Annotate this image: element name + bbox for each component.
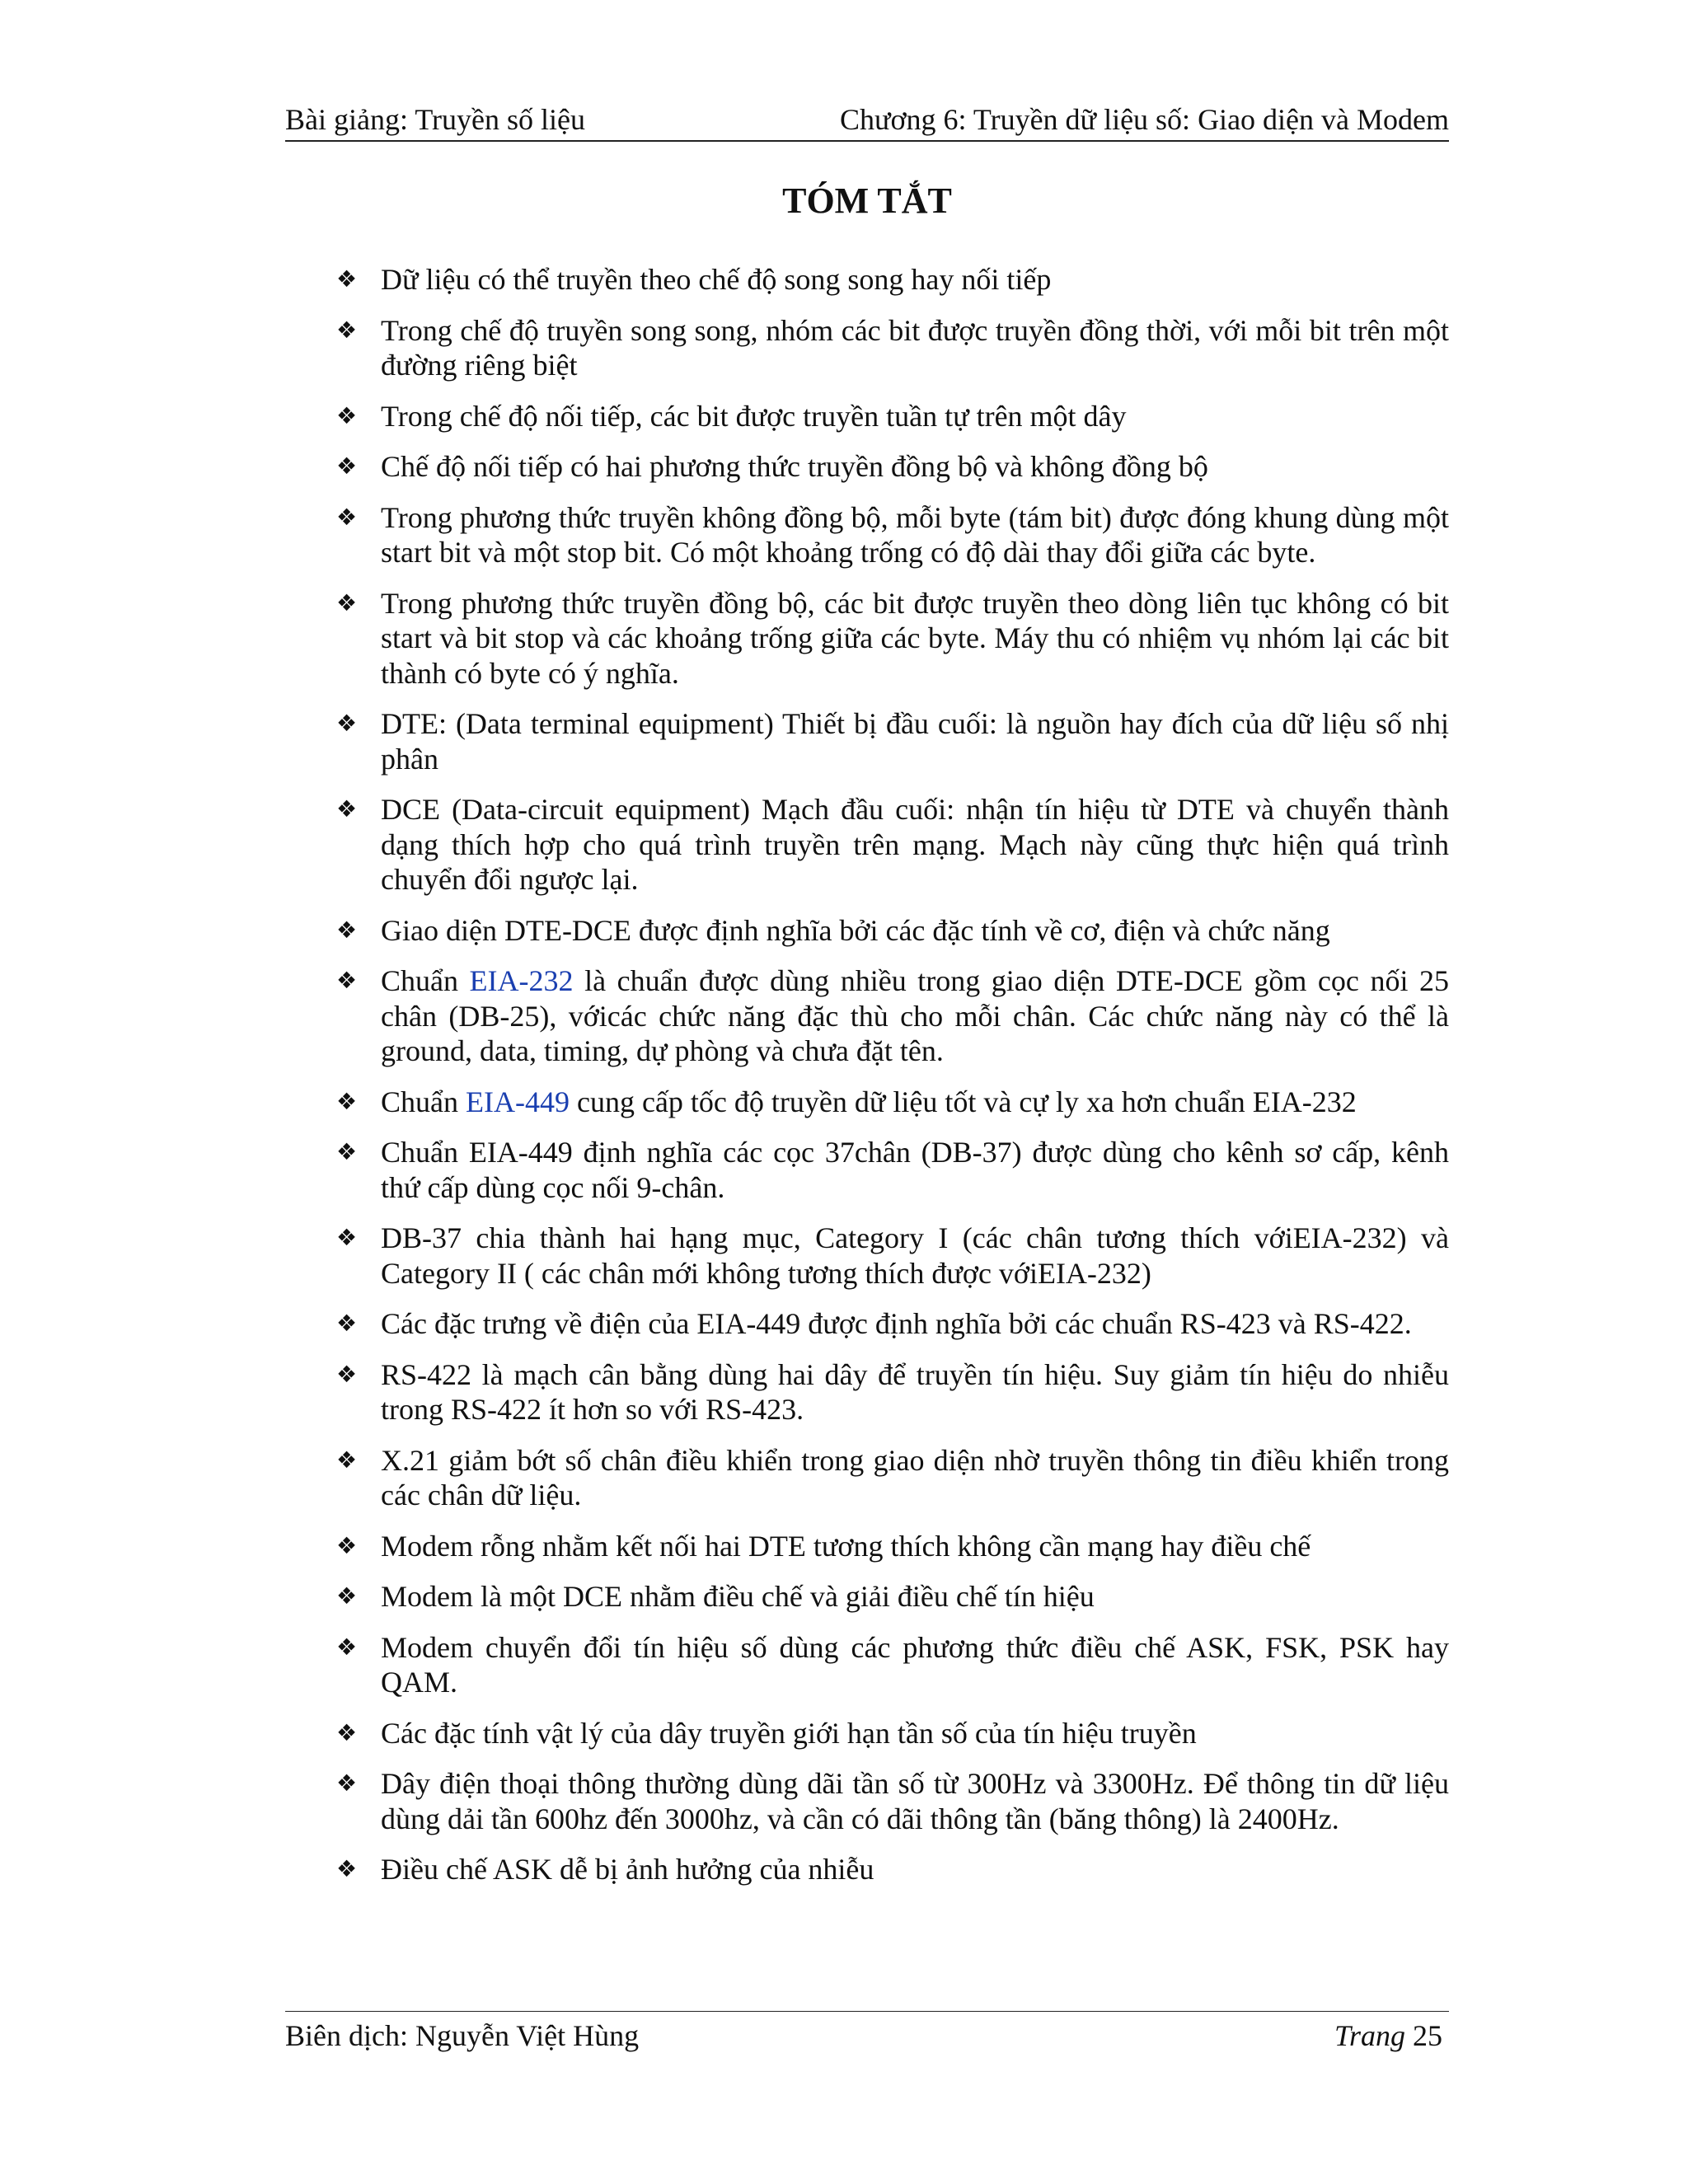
standard-link[interactable]: EIA-449: [466, 1085, 570, 1118]
summary-text: Trong phương thức truyền đồng bộ, các bit được truyền theo dòng liên tục không có bit start và bit stop và các khoảng trống giữa các byte. Máy thu có nhiệm vụ nhóm lại các bit thành có byte có ý nghĩa.: [381, 586, 1449, 690]
summary-text: Modem rỗng nhằm kết nối hai DTE tương thích không cần mạng hay điều chế: [381, 1529, 1311, 1563]
standard-link[interactable]: EIA-232: [469, 964, 574, 997]
diamond-bullet-icon: ❖: [336, 1224, 358, 1251]
summary-item: [285, 1357, 1449, 1427]
summary-item: [285, 399, 1449, 434]
summary-item: [285, 1221, 1449, 1291]
summary-text: Các đặc trưng về điện của EIA-449 được định nghĩa bởi các chuẩn RS-423 và RS-422.: [381, 1307, 1412, 1340]
summary-item: [285, 1529, 1449, 1564]
diamond-bullet-icon: ❖: [336, 1446, 358, 1474]
summary-text: Dây điện thoại thông thường dùng dãi tần số từ 300Hz và 3300Hz. Để thông tin dữ liệu dùng dải tần 600hz đến 3000hz, và cần có dãi thông tần (băng thông) là 2400Hz.: [381, 1767, 1449, 1835]
summary-item: [285, 313, 1449, 383]
footer-translator: Biên dịch: Nguyễn Việt Hùng: [285, 2019, 640, 2052]
diamond-bullet-icon: ❖: [336, 401, 358, 429]
page-label: Trang: [1334, 2019, 1405, 2052]
summary-text: Trong phương thức truyền không đồng bộ, mỗi byte (tám bit) được đóng khung dùng một start bit và một stop bit. Có một khoảng trống có độ dài thay đổi giữa các byte.: [381, 500, 1449, 569]
diamond-bullet-icon: ❖: [336, 588, 358, 616]
summary-item: [285, 449, 1449, 485]
summary-item: [285, 586, 1449, 691]
summary-item: [285, 913, 1449, 949]
page-header: [285, 99, 1449, 142]
summary-item: [285, 1852, 1449, 1887]
diamond-bullet-icon: ❖: [336, 1310, 358, 1337]
summary-item: [285, 1766, 1449, 1836]
summary-item: [285, 1085, 1449, 1120]
diamond-bullet-icon: ❖: [336, 1718, 358, 1746]
summary-item: [285, 1306, 1449, 1342]
summary-text: Giao diện DTE-DCE được định nghĩa bởi các đặc tính về cơ, điện và chức năng: [381, 913, 1330, 947]
diamond-bullet-icon: ❖: [336, 1769, 358, 1797]
summary-text: Trong chế độ truyền song song, nhóm các bit được truyền đồng thời, với mỗi bit trên một đường riêng biệt: [381, 313, 1449, 382]
summary-text: Chế độ nối tiếp có hai phương thức truyền đồng bộ và không đồng bộ: [381, 450, 1208, 483]
summary-text: cung cấp tốc độ truyền dữ liệu tốt và cự ly xa hơn chuẩn EIA-232: [569, 1085, 1357, 1118]
diamond-bullet-icon: ❖: [336, 916, 358, 944]
summary-text: Modem chuyển đổi tín hiệu số dùng các phương thức điều chế ASK, FSK, PSK hay QAM.: [381, 1630, 1449, 1699]
summary-text: Trong chế độ nối tiếp, các bit được truyền tuần tự trên một dây: [381, 399, 1127, 433]
summary-text: Chuẩn EIA-449 định nghĩa các cọc 37chân (DB-37) được dùng cho kênh sơ cấp, kênh thứ cấp dùng cọc nối 9-chân.: [381, 1136, 1449, 1204]
summary-item: [285, 1135, 1449, 1205]
diamond-bullet-icon: ❖: [336, 503, 358, 531]
page-number: [1334, 2018, 1449, 2053]
summary-text: Modem là một DCE nhằm điều chế và giải điều chế tín hiệu: [381, 1580, 1095, 1613]
page-number-value: 25: [1413, 2019, 1442, 2052]
diamond-bullet-icon: ❖: [336, 1531, 358, 1559]
diamond-bullet-icon: ❖: [336, 452, 358, 480]
diamond-bullet-icon: ❖: [336, 1582, 358, 1610]
summary-item: [285, 500, 1449, 570]
page-footer: [285, 2011, 1449, 2053]
summary-item: [285, 963, 1449, 1069]
header-course-title: Bài giảng: Truyền số liệu: [285, 103, 586, 136]
summary-text: Chuẩn: [381, 1085, 466, 1118]
summary-text: DCE (Data-circuit equipment) Mạch đầu cuối: nhận tín hiệu từ DTE và chuyển thành dạng thích hợp cho quá trình truyền trên mạng. Mạch này cũng thực hiện quá trình chuyển đổi ngược lại.: [381, 793, 1449, 896]
diamond-bullet-icon: ❖: [336, 316, 358, 344]
summary-text: Điều chế ASK dễ bị ảnh hưởng của nhiễu: [381, 1853, 874, 1886]
diamond-bullet-icon: ❖: [336, 795, 358, 823]
summary-text: Dữ liệu có thể truyền theo chế độ song song hay nối tiếp: [381, 263, 1052, 296]
summary-item: [285, 792, 1449, 898]
page-title: TÓM TẮT: [782, 180, 952, 221]
summary-item: [285, 1443, 1449, 1513]
summary-item: [285, 262, 1449, 298]
diamond-bullet-icon: ❖: [336, 1633, 358, 1661]
diamond-bullet-icon: ❖: [336, 1360, 358, 1388]
diamond-bullet-icon: ❖: [336, 1087, 358, 1115]
header-chapter-title: Chương 6: Truyền dữ liệu số: Giao diện và Modem: [839, 103, 1449, 136]
summary-item: [285, 1579, 1449, 1615]
diamond-bullet-icon: ❖: [336, 1855, 358, 1882]
summary-text: DB-37 chia thành hai hạng mục, Category I (các chân tương thích vớiEIA-232) và Category II ( các chân mới không tương thích được vớiEIA-232): [381, 1221, 1449, 1290]
summary-text: X.21 giảm bớt số chân điều khiển trong giao diện nhờ truyền thông tin điều khiển trong các chân dữ liệu.: [381, 1443, 1449, 1511]
summary-text: Chuẩn: [381, 964, 470, 997]
summary-list: [285, 262, 1449, 1903]
summary-item: [285, 1716, 1449, 1751]
summary-item: [285, 706, 1449, 776]
diamond-bullet-icon: ❖: [336, 967, 358, 994]
summary-text: RS-422 là mạch cân bằng dùng hai dây để truyền tín hiệu. Suy giảm tín hiệu do nhiễu trong RS-422 ít hơn so với RS-423.: [381, 1357, 1449, 1426]
summary-item: [285, 1630, 1449, 1700]
summary-text: DTE: (Data terminal equipment) Thiết bị đầu cuối: là nguồn hay đích của dữ liệu số nhị phân: [381, 707, 1449, 776]
summary-text: Các đặc tính vật lý của dây truyền giới hạn tần số của tín hiệu truyền: [381, 1716, 1197, 1750]
diamond-bullet-icon: ❖: [336, 1138, 358, 1165]
diamond-bullet-icon: ❖: [336, 710, 358, 737]
diamond-bullet-icon: ❖: [336, 265, 358, 293]
summary-text: là chuẩn được dùng nhiều trong giao diện DTE-DCE gồm cọc nối 25 chân (DB-25), vớicác chức năng đặc thù cho mỗi chân. Các chức năng này có thể là ground, data, timing, dự phòng và chưa đặt tên.: [381, 964, 1449, 1067]
